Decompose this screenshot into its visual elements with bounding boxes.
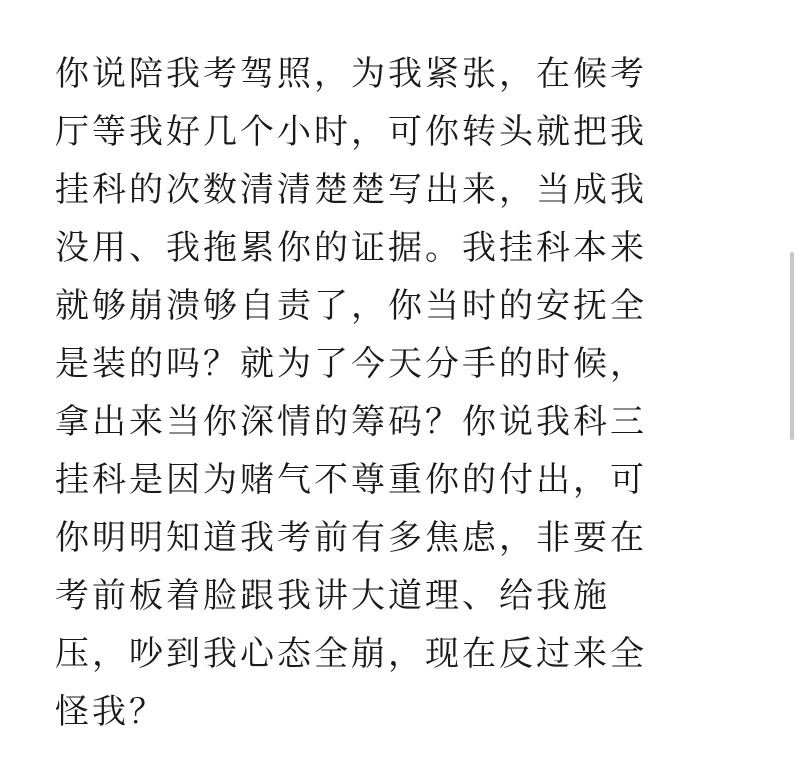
- text-line: 你说陪我考驾照，为我紧张，在候考: [55, 54, 647, 94]
- scrollbar-thumb[interactable]: [790, 252, 794, 440]
- handwritten-text-block: [55, 45, 755, 741]
- text-line: 厅等我好几个小时，可你转头就把我: [55, 112, 647, 152]
- text-line: 怪我？: [55, 692, 166, 732]
- text-line: 挂科是因为赌气不尊重你的付出，可: [55, 460, 647, 500]
- text-line: 没用、我拖累你的证据。我挂科本来: [55, 228, 647, 268]
- text-line: 压，吵到我心态全崩，现在反过来全: [55, 634, 647, 674]
- text-line: 就够崩溃够自责了，你当时的安抚全: [55, 286, 647, 326]
- text-line: 拿出来当你深情的筹码？你说我科三: [55, 402, 647, 442]
- scrollbar[interactable]: [791, 0, 797, 773]
- text-line: 是装的吗？就为了今天分手的时候，: [55, 344, 647, 384]
- text-line: 考前板着脸跟我讲大道理、给我施: [55, 576, 610, 616]
- text-line: 你明明知道我考前有多焦虑，非要在: [55, 518, 647, 558]
- text-line: 挂科的次数清清楚楚写出来，当成我: [55, 170, 647, 210]
